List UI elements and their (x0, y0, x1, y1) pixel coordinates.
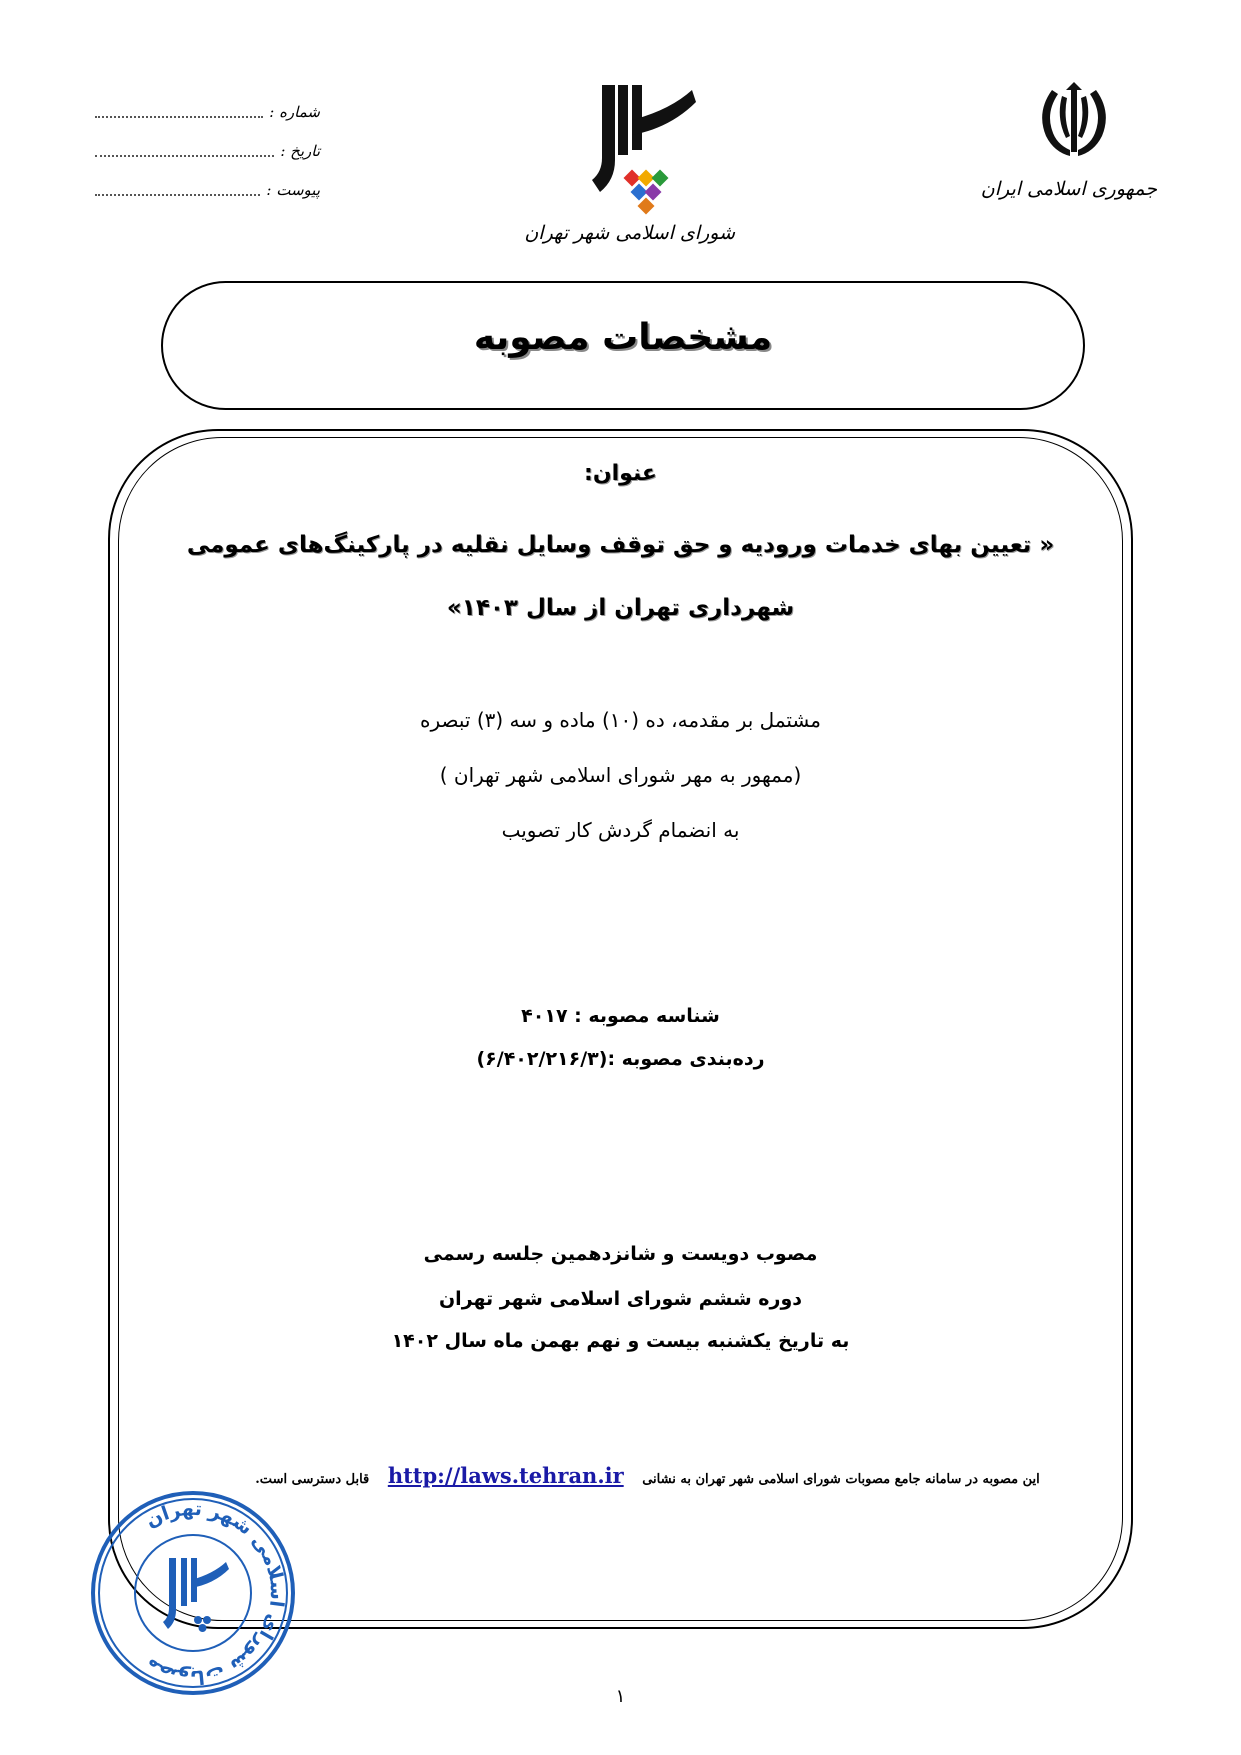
description-line-3: به انضمام گردش کار تصویب (501, 818, 740, 842)
approval-date: به تاریخ یکشنبه بیست و نهم بهمن ماه سال ۱۴۰۲ (391, 1330, 850, 1352)
title-box (161, 281, 1085, 410)
number-field (95, 98, 320, 126)
subject-line-1: « تعیین بهای خدمات ورودیه و حق توقف وسایل نقلیه در پارکینگ‌های عمومی (186, 532, 1055, 558)
stamp-text: مصوبات شورای اسلامی شهر تهران (141, 1497, 289, 1689)
date-dotted-line (95, 155, 274, 157)
council-caption: شورای اسلامی شهر تهران (524, 222, 735, 244)
approval-council-term: دوره ششم شورای اسلامی شهر تهران (438, 1288, 803, 1310)
page-number: ۱ (615, 1686, 626, 1707)
description-line-2: (ممهور به مهر شورای اسلامی شهر تهران ) (439, 763, 802, 787)
footer-text-before: این مصوبه در سامانه جامع مصوبات شورای اسلامی شهر تهران به نشانی (642, 1472, 1040, 1487)
stamp-logo-icon (163, 1558, 229, 1632)
approval-session: مصوب دویست و شانزدهمین جلسه رسمی (423, 1243, 818, 1265)
description-line-1: مشتمل بر مقدمه، ده (۱۰) ماده و سه (۳) تبصره (420, 708, 821, 732)
footer-note (215, 1463, 1080, 1488)
attachment-label: پیوست : (266, 181, 320, 199)
subject-line-2: شهرداری تهران از سال ۱۴۰۳» (446, 595, 795, 621)
number-label: شماره : (269, 103, 320, 121)
footer-text-after: قابل دسترسی است. (255, 1472, 370, 1487)
tehran-council-logo-icon (570, 80, 705, 225)
approval-classification: رده‌بندی مصوبه :(۶/۴۰۲/۲۱۶/۳) (476, 1048, 765, 1070)
attachment-dotted-line (95, 194, 260, 196)
date-field (95, 137, 320, 165)
republic-caption: جمهوری اسلامی ایران (980, 178, 1157, 200)
attachment-field (95, 176, 320, 204)
date-label: تاریخ : (280, 142, 320, 160)
number-dotted-line (95, 116, 263, 118)
laws-url-link[interactable]: http://laws.tehran.ir (387, 1463, 624, 1488)
council-stamp (88, 1488, 298, 1698)
iran-emblem-icon (1032, 82, 1116, 162)
approval-id: شناسه مصوبه : ۴۰۱۷ (521, 1005, 720, 1027)
page-title: مشخصات مصوبه (473, 317, 773, 358)
subject-label: عنوان: (584, 461, 657, 486)
